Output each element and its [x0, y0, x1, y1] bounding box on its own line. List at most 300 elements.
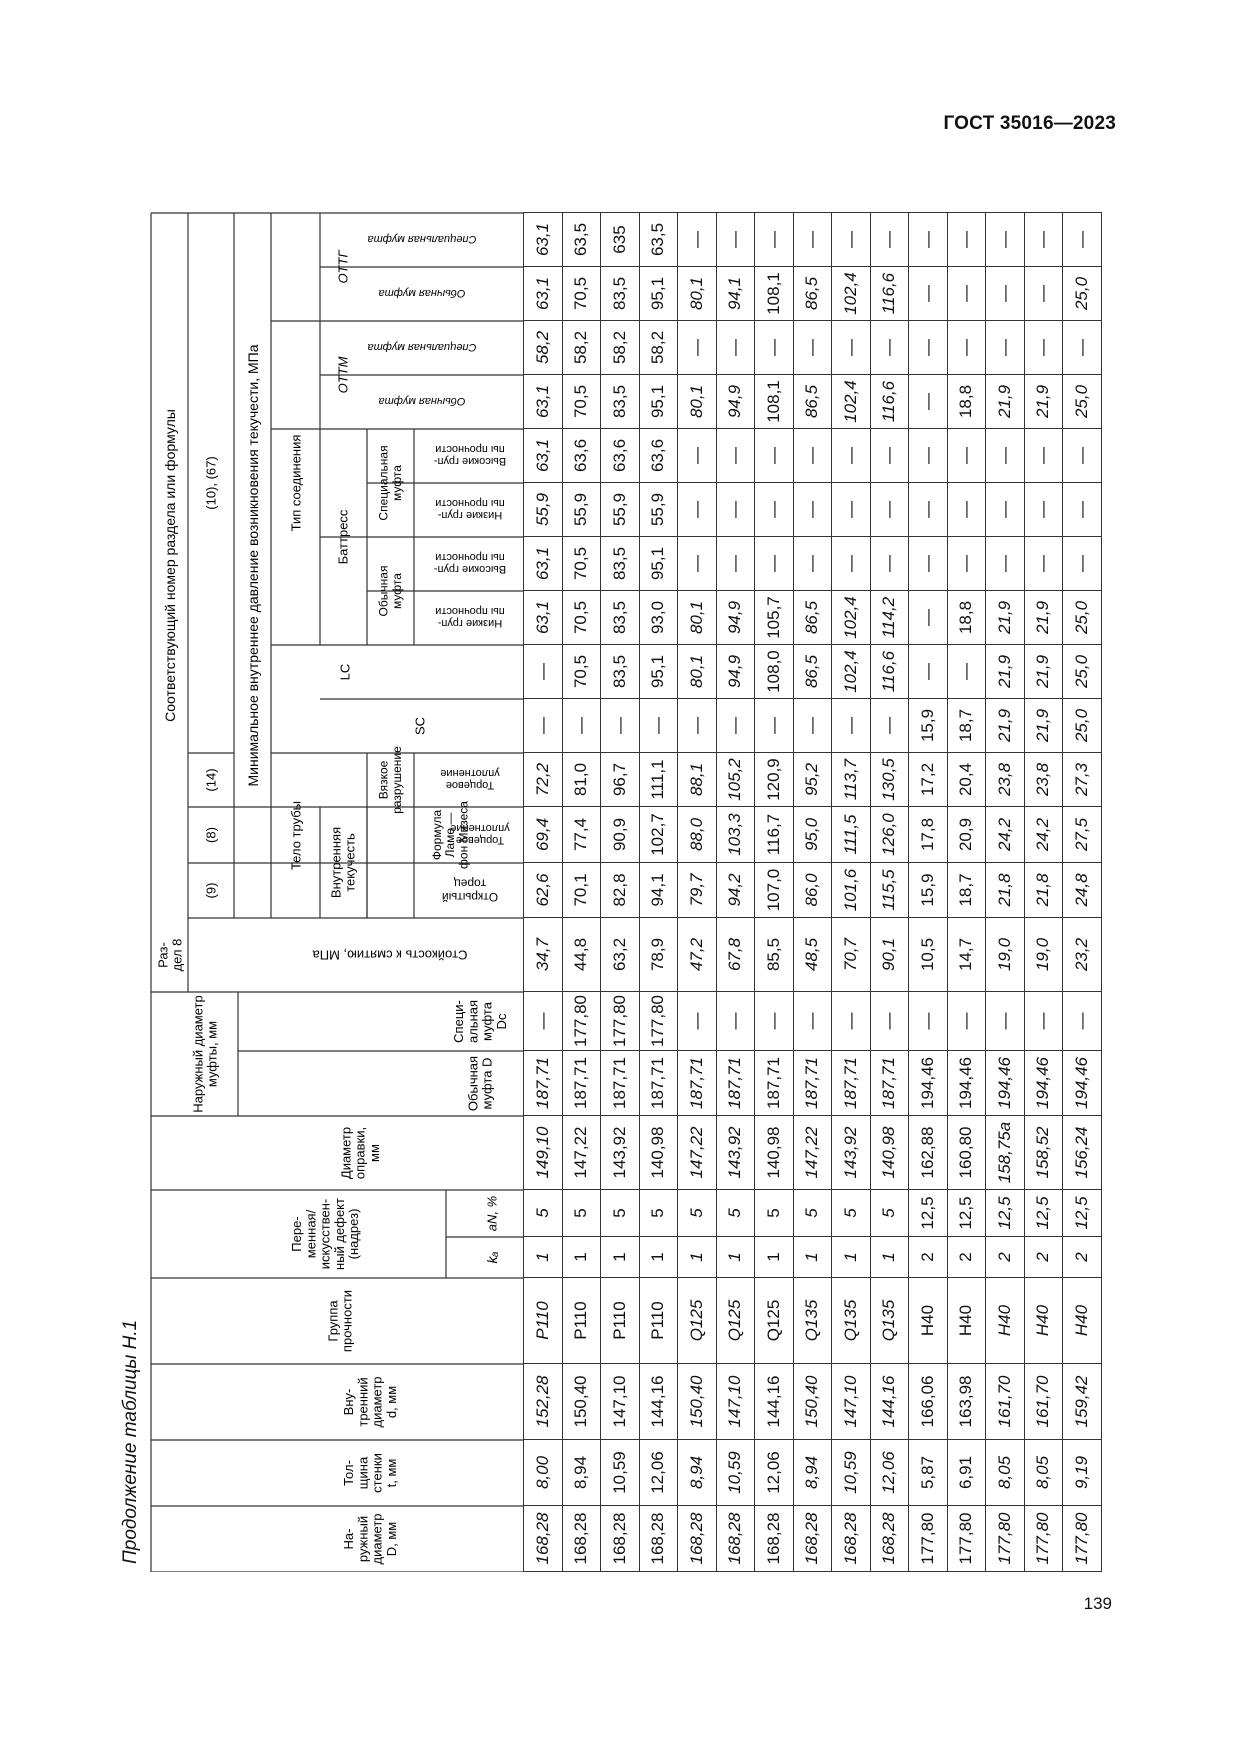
- table-cell: 10,59: [601, 1440, 640, 1506]
- table-cell: —: [639, 699, 678, 753]
- table-cell: 8,05: [986, 1440, 1025, 1506]
- header-buttress-special-coupling: Специальнаямуфта: [376, 445, 404, 521]
- table-cell: 15,9: [909, 699, 948, 753]
- table-cell: —: [909, 321, 948, 375]
- table-cell: —: [986, 213, 1025, 267]
- table-cell: 177,80: [947, 1506, 986, 1572]
- header-end-seal-a: Торцевоеуплотнение: [450, 822, 510, 847]
- table-cell: 70,5: [562, 267, 601, 321]
- table-cell: 8,00: [524, 1440, 563, 1506]
- table-cell: 18,8: [947, 591, 986, 645]
- table-cell: P110: [601, 1278, 640, 1364]
- table-cell: —: [870, 699, 909, 753]
- table-cell: 67,8: [716, 918, 755, 992]
- table-cell: —: [909, 537, 948, 591]
- table-cell: —: [947, 429, 986, 483]
- table-cell: 5: [678, 1190, 717, 1237]
- table-cell: 70,7: [832, 918, 871, 992]
- table-cell: —: [716, 699, 755, 753]
- table-cell: —: [832, 321, 871, 375]
- table-cell: Q125: [716, 1278, 755, 1364]
- table-cell: 5: [832, 1190, 871, 1237]
- table-cell: —: [716, 992, 755, 1051]
- table-cell: —: [1024, 321, 1063, 375]
- table-cell: —: [716, 483, 755, 537]
- table-cell: 94,1: [639, 863, 678, 918]
- table-cell: 130,5: [870, 753, 909, 807]
- table-cell: 63,1: [524, 591, 563, 645]
- table-cell: 25,0: [1063, 267, 1102, 321]
- table-cell: 83,5: [601, 375, 640, 429]
- table-cell: —: [832, 992, 871, 1051]
- table-row: [716, 213, 755, 1572]
- table-row: [562, 213, 601, 1572]
- table-cell: —: [986, 267, 1025, 321]
- header-ka: kₐ: [483, 1251, 500, 1264]
- header-ottm: OTTM: [335, 356, 351, 394]
- table-cell: —: [947, 992, 986, 1051]
- header-collapse-resistance: Стойкость к смятию, МПа: [312, 947, 468, 963]
- table-cell: 55,9: [524, 483, 563, 537]
- table-cell: 34,7: [524, 918, 563, 992]
- table-cell: —: [1063, 213, 1102, 267]
- table-cell: 10,59: [832, 1440, 871, 1506]
- table-cell: 116,6: [870, 645, 909, 699]
- table-cell: 63,1: [524, 375, 563, 429]
- table-cell: 147,10: [601, 1364, 640, 1440]
- table-cell: 88,0: [678, 807, 717, 863]
- table-cell: 8,94: [562, 1440, 601, 1506]
- header-buttress: Баттресс: [335, 509, 351, 565]
- table-row: [947, 213, 986, 1572]
- table-cell: —: [1024, 213, 1063, 267]
- table-cell: —: [870, 213, 909, 267]
- table-cell: 101,6: [832, 863, 871, 918]
- table-row: [870, 213, 909, 1572]
- table-cell: 144,16: [870, 1364, 909, 1440]
- table-cell: 72,2: [524, 753, 563, 807]
- table-cell: —: [986, 483, 1025, 537]
- table-cell: 70,5: [562, 375, 601, 429]
- header-high-grades-1: Высокие груп-пы прочности: [433, 551, 507, 576]
- table-cell: 5: [524, 1190, 563, 1237]
- table-cell: 177,80: [601, 992, 640, 1051]
- table-cell: 102,4: [832, 267, 871, 321]
- table-cell: 160,80: [947, 1116, 986, 1190]
- table-row: [601, 213, 640, 1572]
- table-cell: 94,9: [716, 645, 755, 699]
- table-cell: 143,92: [832, 1116, 871, 1190]
- table-cell: 187,71: [524, 1051, 563, 1116]
- table-cell: 114,2: [870, 591, 909, 645]
- table-cell: 140,98: [639, 1116, 678, 1190]
- table-cell: 5: [870, 1190, 909, 1237]
- table-cell: 63,6: [562, 429, 601, 483]
- table-cell: 147,10: [832, 1364, 871, 1440]
- table-cell: 18,7: [947, 699, 986, 753]
- table-cell: 166,06: [909, 1364, 948, 1440]
- table-cell: 111,5: [832, 807, 871, 863]
- table-cell: —: [678, 213, 717, 267]
- table-cell: 5: [562, 1190, 601, 1237]
- table-cell: 5: [755, 1190, 794, 1237]
- table-cell: 150,40: [793, 1364, 832, 1440]
- table-cell: 70,5: [562, 645, 601, 699]
- table-cell: 70,1: [562, 863, 601, 918]
- table-cell: 81,0: [562, 753, 601, 807]
- table-cell: 69,4: [524, 807, 563, 863]
- table-cell: —: [793, 213, 832, 267]
- table-cell: —: [755, 213, 794, 267]
- table-cell: 187,71: [755, 1051, 794, 1116]
- table-cell: 18,8: [947, 375, 986, 429]
- table-cell: 94,2: [716, 863, 755, 918]
- header-wall-thickness: Тол-щинастенкиt, мм: [341, 1453, 399, 1493]
- table-cell: 168,28: [755, 1506, 794, 1572]
- table-cell: 116,7: [755, 807, 794, 863]
- table-cell: 143,92: [601, 1116, 640, 1190]
- table-cell: 187,71: [678, 1051, 717, 1116]
- table-cell: H40: [1063, 1278, 1102, 1364]
- header-ottm-regular: Обычная муфта: [378, 395, 466, 408]
- table-cell: 88,1: [678, 753, 717, 807]
- table-cell: H40: [947, 1278, 986, 1364]
- header-formula-10-67: (10), (67): [203, 456, 219, 510]
- table-cell: —: [832, 699, 871, 753]
- header-defect: Пере-менная/искусствен-ный дефект(надрез): [288, 1198, 362, 1270]
- table-cell: 24,8: [1063, 863, 1102, 918]
- table-cell: 79,7: [678, 863, 717, 918]
- table-cell: —: [1024, 267, 1063, 321]
- table-cell: —: [832, 429, 871, 483]
- table-cell: 187,71: [639, 1051, 678, 1116]
- table-cell: 1: [832, 1237, 871, 1278]
- table-cell: 70,5: [562, 537, 601, 591]
- table-cell: —: [947, 537, 986, 591]
- table-cell: 63,1: [524, 429, 563, 483]
- table-cell: 19,0: [1024, 918, 1063, 992]
- table-cell: 21,8: [1024, 863, 1063, 918]
- table-cell: —: [755, 992, 794, 1051]
- table-cell: 177,80: [639, 992, 678, 1051]
- table-cell: 162,88: [909, 1116, 948, 1190]
- table-cell: 25,0: [1063, 699, 1102, 753]
- table-cell: —: [947, 213, 986, 267]
- table-cell: 63,1: [524, 213, 563, 267]
- table-cell: 55,9: [639, 483, 678, 537]
- table-cell: —: [986, 429, 1025, 483]
- table-cell: 94,9: [716, 591, 755, 645]
- table-cell: 168,28: [601, 1506, 640, 1572]
- table-cell: —: [909, 483, 948, 537]
- table-cell: 1: [755, 1237, 794, 1278]
- header-an: aN, %: [484, 1195, 500, 1232]
- table-cell: 17,2: [909, 753, 948, 807]
- table-cell: 80,1: [678, 267, 717, 321]
- table-cell: —: [755, 321, 794, 375]
- table-cell: 63,5: [639, 213, 678, 267]
- table-cell: P110: [562, 1278, 601, 1364]
- table-cell: 143,92: [716, 1116, 755, 1190]
- table-cell: Q125: [755, 1278, 794, 1364]
- table-cell: —: [986, 537, 1025, 591]
- table-cell: 5: [793, 1190, 832, 1237]
- table-cell: 83,5: [601, 537, 640, 591]
- table-cell: 1: [870, 1237, 909, 1278]
- table-cell: 108,0: [755, 645, 794, 699]
- header-section-8: Раз-дел 8: [155, 938, 185, 972]
- header-buttress-regular-coupling: Обычнаямуфта: [376, 565, 404, 617]
- table-cell: 1: [716, 1237, 755, 1278]
- table-cell: 95,2: [793, 753, 832, 807]
- table-cell: 116,6: [870, 267, 909, 321]
- header-open-end: Открытыйторец: [441, 876, 499, 904]
- header-lc: LC: [337, 663, 353, 681]
- table-cell: —: [716, 321, 755, 375]
- table-cell: 14,7: [947, 918, 986, 992]
- table-cell: 94,9: [716, 375, 755, 429]
- table-cell: 15,9: [909, 863, 948, 918]
- table-cell: 105,2: [716, 753, 755, 807]
- table-row: [986, 213, 1025, 1572]
- table-cell: 150,40: [562, 1364, 601, 1440]
- table-cell: 12,5: [909, 1190, 948, 1237]
- table-cell: 102,4: [832, 645, 871, 699]
- header-formula-14: (14): [203, 768, 219, 792]
- table-cell: 103,3: [716, 807, 755, 863]
- table-cell: 5,87: [909, 1440, 948, 1506]
- table-header: [120, 211, 524, 1572]
- table-cell: —: [524, 699, 563, 753]
- table-cell: 95,0: [793, 807, 832, 863]
- table-cell: 177,80: [986, 1506, 1025, 1572]
- table-cell: —: [870, 992, 909, 1051]
- table-cell: 194,46: [909, 1051, 948, 1116]
- table-cell: 1: [678, 1237, 717, 1278]
- table-cell: 2: [1024, 1237, 1063, 1278]
- table-cell: 105,7: [755, 591, 794, 645]
- table-cell: 12,5: [947, 1190, 986, 1237]
- table-cell: —: [755, 429, 794, 483]
- table-cell: 102,4: [832, 591, 871, 645]
- table-cell: 158,52: [1024, 1116, 1063, 1190]
- table-cell: 140,98: [870, 1116, 909, 1190]
- table-cell: 83,5: [601, 591, 640, 645]
- table-cell: 168,28: [832, 1506, 871, 1572]
- table-cell: 5: [639, 1190, 678, 1237]
- table-cell: 108,1: [755, 267, 794, 321]
- table-cell: 12,5: [1063, 1190, 1102, 1237]
- page-number: 139: [1083, 1594, 1112, 1613]
- table-cell: 2: [1063, 1237, 1102, 1278]
- table-cell: 20,4: [947, 753, 986, 807]
- table-cell: 161,70: [1024, 1364, 1063, 1440]
- table-cell: H40: [909, 1278, 948, 1364]
- table-cell: —: [678, 321, 717, 375]
- table-cell: 152,28: [524, 1364, 563, 1440]
- table-cell: —: [909, 375, 948, 429]
- table-cell: —: [870, 321, 909, 375]
- table-cell: —: [716, 537, 755, 591]
- table-cell: —: [832, 537, 871, 591]
- table-cell: —: [793, 429, 832, 483]
- table-cell: 149,10: [524, 1116, 563, 1190]
- table-cell: 12,5: [1024, 1190, 1063, 1237]
- table-cell: 158,75a: [986, 1116, 1025, 1190]
- table-cell: 1: [793, 1237, 832, 1278]
- table-cell: 95,1: [639, 645, 678, 699]
- header-strength-grade: Группапрочности: [325, 1289, 355, 1353]
- table-cell: —: [678, 699, 717, 753]
- table-cell: 8,94: [678, 1440, 717, 1506]
- table-cell: 147,22: [678, 1116, 717, 1190]
- header-internal-yield: Внутренняятекучесть: [328, 826, 358, 899]
- table-cell: —: [793, 992, 832, 1051]
- header-low-grades-2: Низкие груп-пы прочности: [435, 497, 505, 522]
- table-cell: —: [1024, 483, 1063, 537]
- table-cell: 1: [639, 1237, 678, 1278]
- data-table: [523, 212, 1102, 1572]
- table-cell: 111,1: [639, 753, 678, 807]
- table-cell: 94,1: [716, 267, 755, 321]
- table-cell: 21,9: [986, 645, 1025, 699]
- table-cell: 10,5: [909, 918, 948, 992]
- table-row: [639, 213, 678, 1572]
- table-row: [909, 213, 948, 1572]
- table-cell: 63,6: [601, 429, 640, 483]
- table-cell: 187,71: [793, 1051, 832, 1116]
- table-cell: —: [1063, 429, 1102, 483]
- table-cell: 147,10: [716, 1364, 755, 1440]
- table-cell: P110: [524, 1278, 563, 1364]
- table-cell: —: [1024, 992, 1063, 1051]
- table-cell: —: [909, 591, 948, 645]
- header-lame-formula: ФормулаЛаме —фон Мизеса: [430, 801, 471, 869]
- table-cell: 168,28: [678, 1506, 717, 1572]
- table-cell: —: [909, 213, 948, 267]
- table-cell: 177,80: [1063, 1506, 1102, 1572]
- table-cell: 159,42: [1063, 1364, 1102, 1440]
- table-cell: 80,1: [678, 645, 717, 699]
- table-cell: —: [562, 699, 601, 753]
- table-cell: 58,2: [601, 321, 640, 375]
- table-cell: Q125: [678, 1278, 717, 1364]
- table-cell: 86,0: [793, 863, 832, 918]
- table-cell: 90,9: [601, 807, 640, 863]
- table-cell: 62,6: [524, 863, 563, 918]
- table-cell: —: [1063, 992, 1102, 1051]
- table-cell: —: [986, 992, 1025, 1051]
- table-cell: 93,0: [639, 591, 678, 645]
- header-high-grades-2: Высокие груп-пы прочности: [433, 443, 507, 468]
- table-cell: 194,46: [1024, 1051, 1063, 1116]
- table-cell: 20,9: [947, 807, 986, 863]
- table-cell: 116,6: [870, 375, 909, 429]
- table-cell: 25,0: [1063, 375, 1102, 429]
- table-cell: 177,80: [909, 1506, 948, 1572]
- table-cell: 163,98: [947, 1364, 986, 1440]
- table-cell: 82,8: [601, 863, 640, 918]
- table-cell: 1: [562, 1237, 601, 1278]
- table-cell: 21,9: [986, 375, 1025, 429]
- table-caption: Продолжение таблицы Н.1: [120, 1319, 141, 1564]
- table-cell: 115,5: [870, 863, 909, 918]
- table-cell: 47,2: [678, 918, 717, 992]
- table-row: [832, 213, 871, 1572]
- table-cell: P110: [639, 1278, 678, 1364]
- table-cell: 44,8: [562, 918, 601, 992]
- table-cell: 58,2: [562, 321, 601, 375]
- header-ductile-fracture: Вязкоеразрушение: [376, 746, 404, 814]
- table-cell: —: [793, 321, 832, 375]
- table-row: [678, 213, 717, 1572]
- table-cell: 194,46: [1063, 1051, 1102, 1116]
- table-cell: —: [716, 213, 755, 267]
- table-cell: 12,06: [870, 1440, 909, 1506]
- table-cell: 156,24: [1063, 1116, 1102, 1190]
- table-cell: —: [601, 699, 640, 753]
- table-cell: 21,9: [1024, 645, 1063, 699]
- table-cell: 86,5: [793, 375, 832, 429]
- table-cell: —: [947, 645, 986, 699]
- table-row: [1063, 213, 1102, 1572]
- table-cell: 102,4: [832, 375, 871, 429]
- table-cell: —: [678, 992, 717, 1051]
- table-cell: 168,28: [870, 1506, 909, 1572]
- table-cell: 83,5: [601, 267, 640, 321]
- table-cell: 12,06: [639, 1440, 678, 1506]
- table-cell: 25,0: [1063, 645, 1102, 699]
- table-cell: 177,80: [1024, 1506, 1063, 1572]
- table-cell: 86,5: [793, 267, 832, 321]
- table-cell: 168,28: [524, 1506, 563, 1572]
- table-cell: —: [755, 699, 794, 753]
- table-cell: 19,0: [986, 918, 1025, 992]
- table-cell: 78,9: [639, 918, 678, 992]
- table-cell: —: [909, 429, 948, 483]
- table-cell: H40: [986, 1278, 1025, 1364]
- table-cell: —: [524, 645, 563, 699]
- table-cell: 27,5: [1063, 807, 1102, 863]
- table-cell: 168,28: [793, 1506, 832, 1572]
- table-cell: 77,4: [562, 807, 601, 863]
- table-cell: 108,1: [755, 375, 794, 429]
- table-cell: 187,71: [870, 1051, 909, 1116]
- table-cell: —: [986, 321, 1025, 375]
- table-cell: 5: [716, 1190, 755, 1237]
- table-cell: 144,16: [639, 1364, 678, 1440]
- table-cell: 63,1: [524, 537, 563, 591]
- table-cell: 12,5: [986, 1190, 1025, 1237]
- table-cell: 18,7: [947, 863, 986, 918]
- table-cell: 23,8: [986, 753, 1025, 807]
- table-cell: Q135: [870, 1278, 909, 1364]
- table-cell: —: [909, 992, 948, 1051]
- table-cell: —: [755, 537, 794, 591]
- table-cell: 161,70: [986, 1364, 1025, 1440]
- table-cell: —: [947, 483, 986, 537]
- table-cell: 147,22: [793, 1116, 832, 1190]
- table-cell: —: [870, 483, 909, 537]
- table-cell: 80,1: [678, 375, 717, 429]
- table-cell: 24,2: [986, 807, 1025, 863]
- table-cell: 48,5: [793, 918, 832, 992]
- table-cell: 55,9: [601, 483, 640, 537]
- table-cell: 187,71: [601, 1051, 640, 1116]
- table-row: [524, 213, 563, 1572]
- header-inner-diameter: Вну-треннийдиаметрd, мм: [341, 1376, 399, 1428]
- table-cell: 21,9: [1024, 591, 1063, 645]
